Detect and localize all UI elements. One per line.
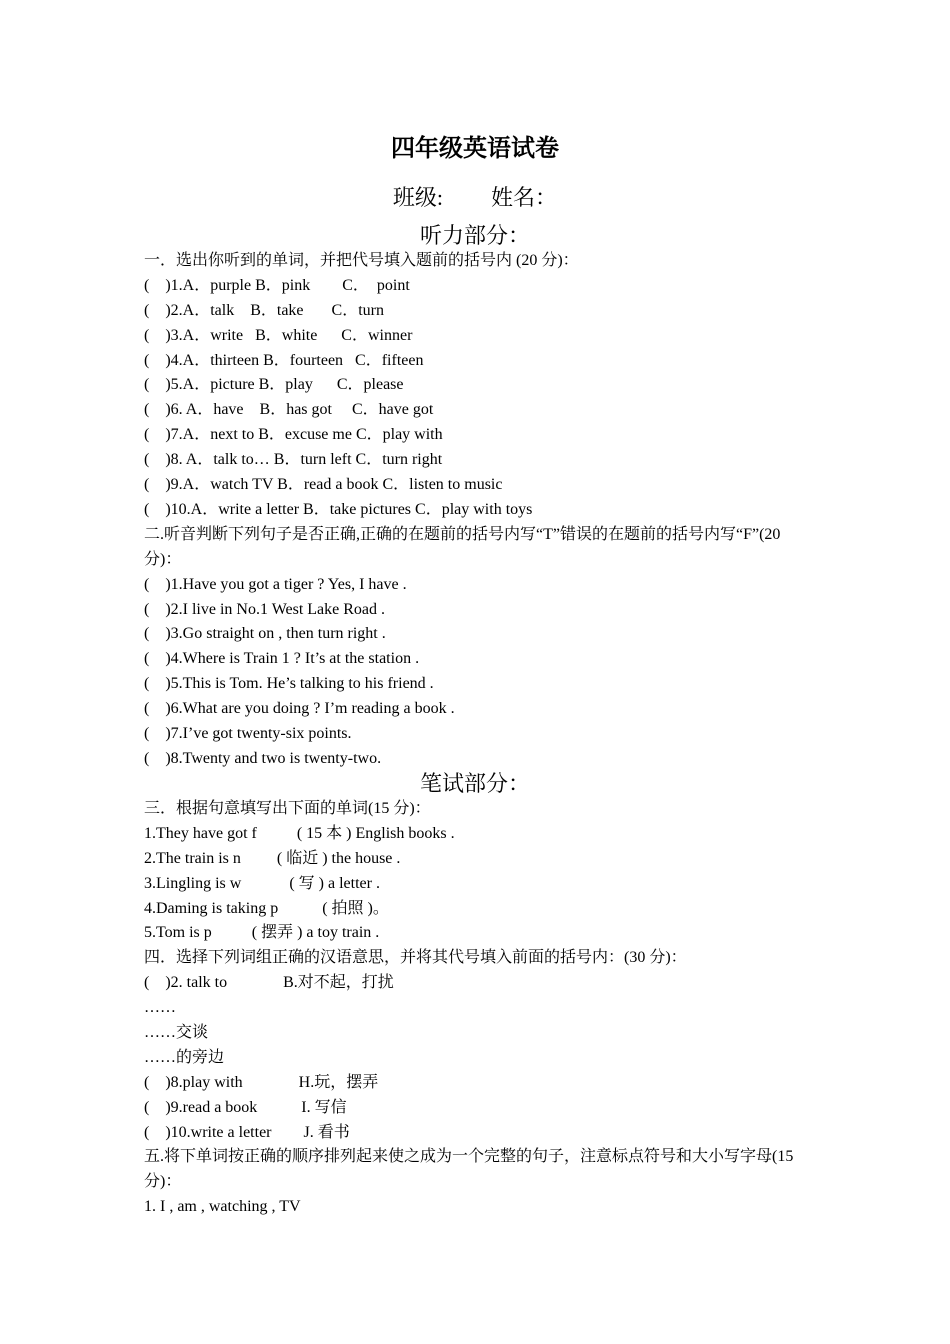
question-line: …… [144, 999, 176, 1017]
writing-heading: 笔试部分： [419, 771, 530, 796]
question-line: ( )10.A．write a letter B．take pictures C．play with toys [144, 500, 533, 518]
question-line: ( )2.I live in No.1 West Lake Road . [144, 600, 386, 618]
question-line: ( )7.A．next to B．excuse me C．play with [144, 426, 443, 444]
section-5-heading: 五.将下单词按正确的顺序排列起来使之成为一个完整的句子，注意标点符号和大小写字母(15 分)： [144, 1148, 794, 1191]
question-line: 1.They have got f ( 15 本 ) English books . [144, 824, 455, 842]
question-line: ( )1.Have you got a tiger ? Yes, I have . [144, 575, 407, 593]
section-2-heading: 二.听音判断下列句子是否正确,正确的在题前的括号内写“T”错误的在题前的括号内写“F”(20 分)： [144, 525, 781, 568]
question-line: 3.Lingling is w ( 写 ) a letter . [144, 874, 380, 892]
question-line: ( )9.read a book I. 写信 [144, 1098, 347, 1116]
question-line: ( )3.A．write B．white C．winner [144, 326, 413, 344]
question-line: ( )1.A．purple B．pink C． point [144, 276, 410, 294]
page-title: 四年级英语试卷 [391, 136, 559, 162]
question-line: ( )7.I’ve got twenty-six points. [144, 724, 352, 742]
question-line: ……的旁边 [144, 1048, 225, 1066]
question-line: ( )2. talk to B.对不起，打扰 [144, 974, 394, 992]
question-line: ( )8. A．talk to… B．turn left C．turn right [144, 451, 443, 469]
question-line: ( )6.What are you doing ? I’m reading a book . [144, 700, 455, 718]
section-1 [144, 249, 814, 772]
listening-heading: 听力部分： [419, 223, 530, 248]
section-3-heading: 三．根据句意填写出下面的单词(15 分)： [144, 800, 431, 817]
question-line: 4.Daming is taking p ( 拍照 )。 [144, 899, 389, 917]
section-4-heading: 四．选择下列词组正确的汉语意思，并将其代号填入前面的括号内：(30 分)： [144, 949, 687, 967]
section-3 [144, 797, 814, 1220]
class-label: 班级: [392, 185, 444, 210]
question-line: ( )4.Where is Train 1 ? It’s at the station . [144, 650, 420, 668]
name-label: 姓名： [491, 185, 558, 210]
question-line: ( )10.write a letter J. 看书 [144, 1123, 350, 1141]
section-1-heading: 一．选出你听到的单词，并把代号填入题前的括号内 (20 分)： [144, 252, 579, 269]
question-line: ( )2.A．talk B．take C．turn [144, 301, 384, 319]
question-line: 5.Tom is p ( 摆弄 ) a toy train . [144, 924, 380, 942]
question-line: ( )3.Go straight on , then turn right . [144, 625, 386, 643]
question-line: ( )6. A．have B．has got C．have got [144, 401, 434, 419]
question-line: ( )4.A．thirteen B．fourteen C．fifteen [144, 351, 424, 369]
question-line: ( )9.A．watch TV B．read a book C．listen to music [144, 476, 503, 494]
question-line: 2.The train is n ( 临近 ) the house . [144, 849, 401, 867]
question-line: ( )8.play with H.玩，摆弄 [144, 1073, 379, 1091]
question-line: ( )8.Twenty and two is twenty-two. [144, 749, 382, 767]
question-line: ( )5.A．picture B．play C．please [144, 376, 404, 394]
question-line: ( )5.This is Tom. He’s talking to his friend . [144, 675, 434, 693]
question-line: 1. I , am , watching , TV [144, 1198, 301, 1216]
class-name-row [0, 182, 950, 214]
question-line: ……交谈 [144, 1024, 209, 1042]
